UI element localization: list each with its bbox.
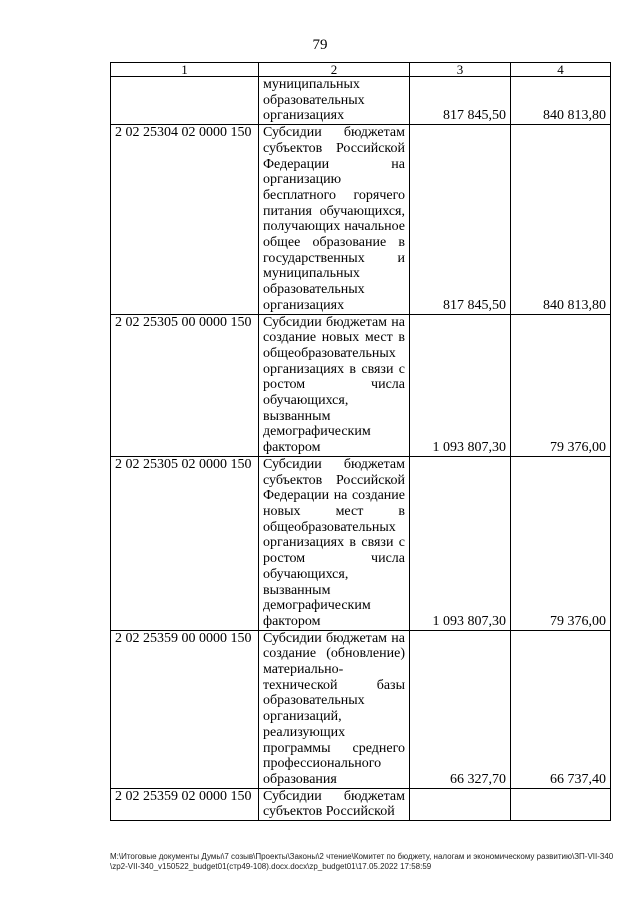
row-value-col4 [511, 788, 611, 820]
table-row [111, 456, 611, 630]
row-code: 2 02 25304 02 0000 150 [111, 125, 259, 314]
column-header: 3 [410, 63, 511, 77]
row-value-col4: 79 376,00 [511, 456, 611, 630]
column-header: 1 [111, 63, 259, 77]
table-row [111, 314, 611, 456]
table-row [111, 788, 611, 820]
row-code: 2 02 25359 02 0000 150 [111, 788, 259, 820]
row-value-col3 [410, 788, 511, 820]
row-name: муниципальных образовательных организациях [259, 77, 410, 125]
table-header-row [111, 63, 611, 77]
row-code [111, 77, 259, 125]
row-value-col3: 1 093 807,30 [410, 456, 511, 630]
budget-table [110, 62, 611, 821]
row-code: 2 02 25359 00 0000 150 [111, 630, 259, 788]
table-row [111, 77, 611, 125]
page-number: 79 [312, 37, 328, 53]
row-name: Субсидии бюджетам субъектов Российской [259, 788, 410, 820]
row-code: 2 02 25305 00 0000 150 [111, 314, 259, 456]
row-value-col4: 840 813,80 [511, 125, 611, 314]
row-name: Субсидии бюджетам на создание (обновление) материально-технической базы образовательных организаций, реализующих программы среднего профессионального образования [259, 630, 410, 788]
column-header: 4 [511, 63, 611, 77]
row-name: Субсидии бюджетам субъектов Российской Федерации на организацию бесплатного горячего питания обучающихся, получающих начальное общее образование в государственных и муниципальных образовательных организациях [259, 125, 410, 314]
column-header: 2 [259, 63, 410, 77]
row-value-col3: 817 845,50 [410, 125, 511, 314]
row-name: Субсидии бюджетам субъектов Российской Федерации на создание новых мест в общеобразовательных организациях в связи с ростом числа обучающихся, вызванным демографическим фактором [259, 456, 410, 630]
row-value-col3: 1 093 807,30 [410, 314, 511, 456]
table-row [111, 630, 611, 788]
row-name: Субсидии бюджетам на создание новых мест в общеобразовательных организациях в связи с ростом числа обучающихся, вызванным демографическим фактором [259, 314, 410, 456]
table-row [111, 125, 611, 314]
row-value-col3: 817 845,50 [410, 77, 511, 125]
row-value-col3: 66 327,70 [410, 630, 511, 788]
row-value-col4: 840 813,80 [511, 77, 611, 125]
file-path-footer: M:\Итоговые документы Думы\7 созыв\Проекты\Законы\2 чтение\Комитет по бюджету, налогам и экономическому развитию\ЗП-VII-340\zp2-VII-340_v150522_budget01(стр49-108).docx.docx\zp_budget01\17.05.2022 17:58:59 [110, 852, 614, 871]
row-code: 2 02 25305 02 0000 150 [111, 456, 259, 630]
row-value-col4: 79 376,00 [511, 314, 611, 456]
row-value-col4: 66 737,40 [511, 630, 611, 788]
